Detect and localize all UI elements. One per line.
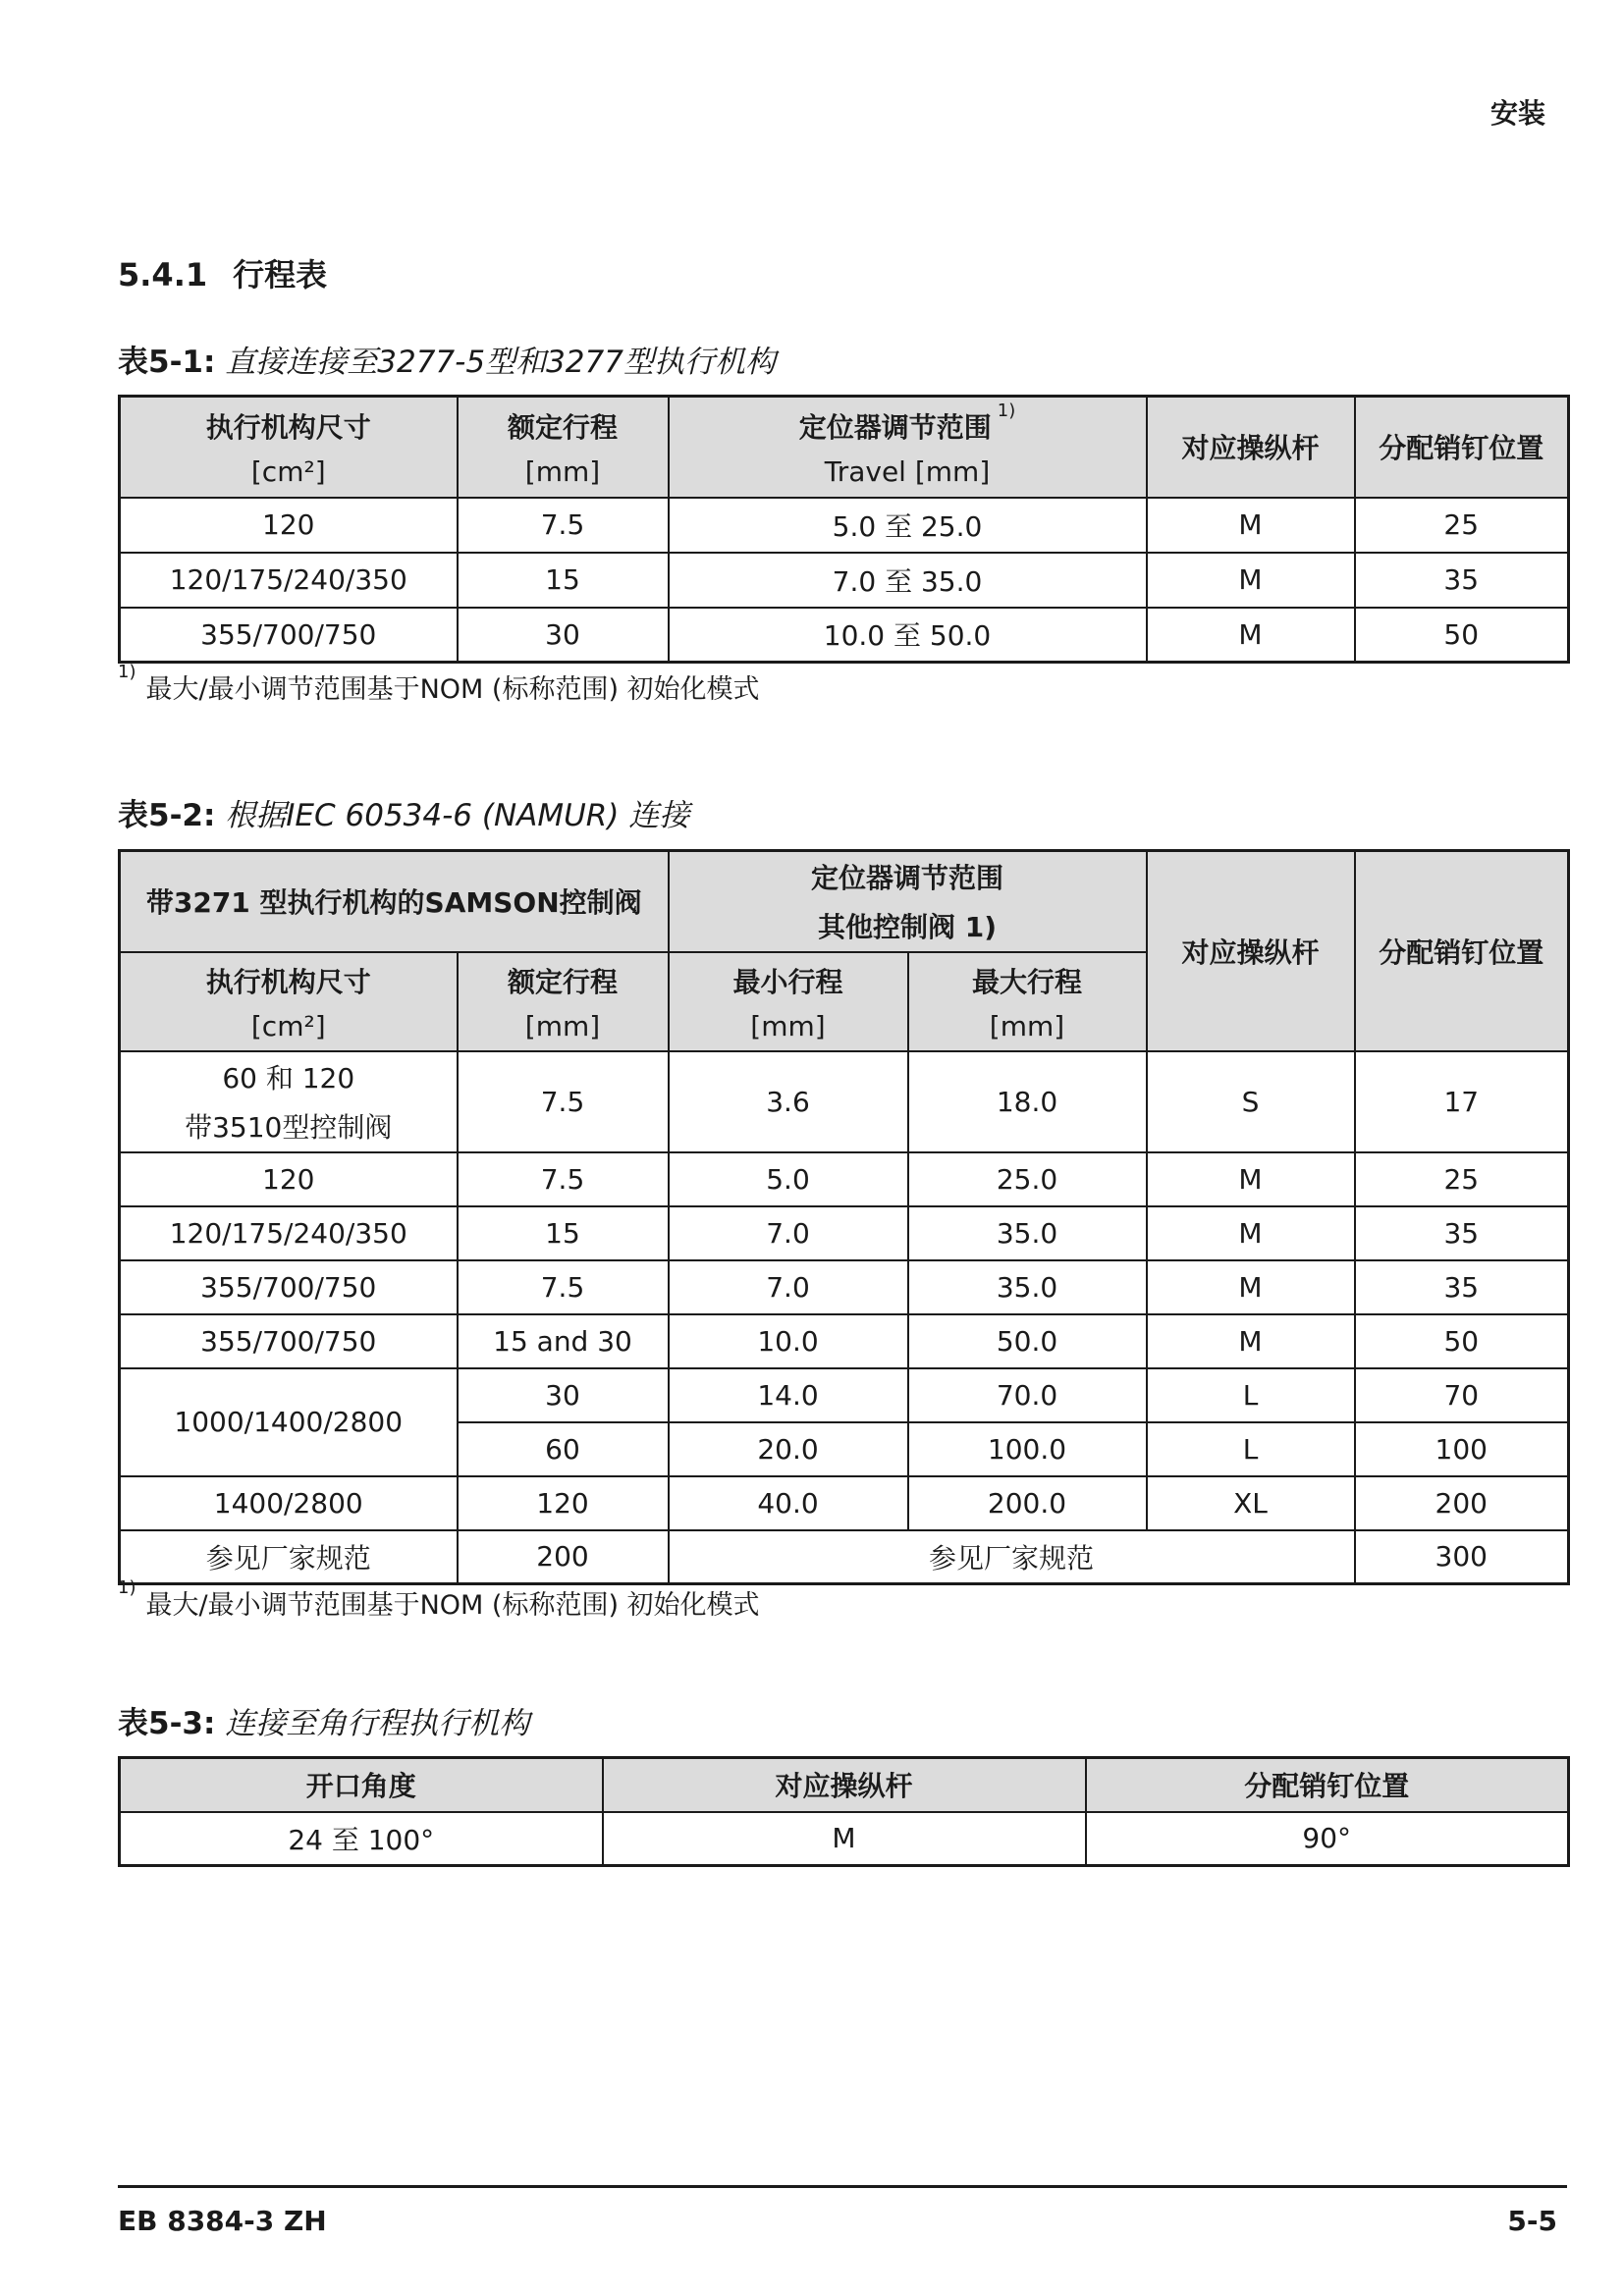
col-header-range: 定位器调节范围$^{1)}$ Travel [mm]	[669, 397, 1147, 498]
table-cell: 355/700/750	[120, 608, 458, 663]
table-cell: 60	[458, 1422, 669, 1476]
table-cell: 1400/2800	[120, 1476, 458, 1530]
col-header-max: 最大行程 [mm]	[908, 952, 1147, 1051]
table-cell: 200	[458, 1530, 669, 1584]
table-row	[120, 1152, 1569, 1206]
table-cell: 355/700/750	[120, 1260, 458, 1314]
table-cell: 90°	[1086, 1812, 1569, 1866]
table-5-1-caption	[118, 337, 776, 381]
table-cell: 35.0	[908, 1206, 1147, 1260]
table-5-1	[118, 395, 1570, 664]
table-cell: 20.0	[669, 1422, 908, 1476]
table-cell: 7.5	[458, 498, 669, 553]
table-cell: 50	[1355, 1314, 1569, 1368]
table-cell: 15	[458, 553, 669, 608]
col-header-lever: 对应操纵杆	[1147, 397, 1355, 498]
table-row	[120, 1368, 1569, 1422]
table-cell: 7.0	[669, 1260, 908, 1314]
table-cell: 7.5	[458, 1152, 669, 1206]
section-number: 5.4.1	[118, 256, 208, 294]
table-cell: 100	[1355, 1422, 1569, 1476]
table-cell: 10.0 至 50.0	[669, 608, 1147, 663]
table-row	[120, 608, 1569, 663]
table-cell: 100.0	[908, 1422, 1147, 1476]
table-cell: 7.5	[458, 1051, 669, 1152]
section-text: 行程表	[233, 256, 328, 294]
table-cell: 24 至 100°	[120, 1812, 603, 1866]
table-header-row	[120, 851, 1569, 952]
table-cell: 25.0	[908, 1152, 1147, 1206]
table-cell: M	[1147, 1152, 1355, 1206]
col-header-travel: 额定行程 [mm]	[458, 397, 669, 498]
table-cell: 参见厂家规范	[669, 1530, 1355, 1584]
caption-text: 连接至角行程执行机构	[225, 1706, 530, 1741]
table-cell: 25	[1355, 1152, 1569, 1206]
col-header-size: 执行机构尺寸 [cm²]	[120, 952, 458, 1051]
table-cell: 200	[1355, 1476, 1569, 1530]
caption-label: 表5-1:	[118, 345, 216, 380]
table-cell: 7.5	[458, 1260, 669, 1314]
table-cell: 120/175/240/350	[120, 1206, 458, 1260]
table-cell: 120	[120, 1152, 458, 1206]
table-cell: 35	[1355, 1206, 1569, 1260]
table-row	[120, 1530, 1569, 1584]
table-cell: 120/175/240/350	[120, 553, 458, 608]
table-cell: 15	[458, 1206, 669, 1260]
table-cell: 40.0	[669, 1476, 908, 1530]
table-cell: 1000/1400/2800	[120, 1368, 458, 1476]
table-cell: 50.0	[908, 1314, 1147, 1368]
table-cell: 120	[120, 498, 458, 553]
table-row	[120, 1260, 1569, 1314]
table-cell: 30	[458, 608, 669, 663]
table-cell: 15 and 30	[458, 1314, 669, 1368]
table-cell: S	[1147, 1051, 1355, 1152]
table-row	[120, 1812, 1569, 1866]
col-header-min: 最小行程 [mm]	[669, 952, 908, 1051]
table-cell: 14.0	[669, 1368, 908, 1422]
caption-label: 表5-3:	[118, 1706, 216, 1741]
table-row	[120, 1476, 1569, 1530]
table-cell: 35	[1355, 1260, 1569, 1314]
table-cell: M	[603, 1812, 1086, 1866]
table-cell: 35.0	[908, 1260, 1147, 1314]
table-cell: 200.0	[908, 1476, 1147, 1530]
table-cell: 30	[458, 1368, 669, 1422]
col-header-pin: 分配销钉位置	[1086, 1758, 1569, 1812]
table-5-3-caption	[118, 1698, 529, 1742]
col-header-range: 定位器调节范围 其他控制阀 1)	[669, 851, 1147, 952]
table-cell: M	[1147, 1314, 1355, 1368]
footer-page-number: 5-5	[1507, 2205, 1557, 2237]
table-row	[120, 1314, 1569, 1368]
table-cell: 5.0	[669, 1152, 908, 1206]
col-header-pin: 分配销钉位置	[1355, 397, 1569, 498]
table-cell: 70	[1355, 1368, 1569, 1422]
table-5-3	[118, 1756, 1570, 1867]
table-header-row	[120, 397, 1569, 498]
footer-divider	[118, 2185, 1567, 2188]
table-cell: 355/700/750	[120, 1314, 458, 1368]
table-cell: 300	[1355, 1530, 1569, 1584]
table-cell: L	[1147, 1422, 1355, 1476]
col-header-lever: 对应操纵杆	[603, 1758, 1086, 1812]
table-cell: 25	[1355, 498, 1569, 553]
col-header-size: 执行机构尺寸 [cm²]	[120, 397, 458, 498]
table-cell: L	[1147, 1368, 1355, 1422]
table-cell: 50	[1355, 608, 1569, 663]
table-cell: 7.0 至 35.0	[669, 553, 1147, 608]
table-cell: 3.6	[669, 1051, 908, 1152]
table-cell: 参见厂家规范	[120, 1530, 458, 1584]
table-cell: 7.0	[669, 1206, 908, 1260]
table-cell: 120	[458, 1476, 669, 1530]
table-row	[120, 553, 1569, 608]
table-5-1-footnote: $^{1)}$最大/最小调节范围基于NOM (标称范围) 初始化模式	[118, 662, 760, 705]
col-header-pin: 分配销钉位置	[1355, 851, 1569, 1051]
table-row	[120, 498, 1569, 553]
table-cell: 18.0	[908, 1051, 1147, 1152]
caption-label: 表5-2:	[118, 798, 216, 833]
caption-text: 根据IEC 60534-6 (NAMUR) 连接	[225, 798, 690, 833]
table-cell: M	[1147, 608, 1355, 663]
footer-doc-id: EB 8384-3 ZH	[118, 2205, 327, 2237]
table-cell: 17	[1355, 1051, 1569, 1152]
table-header-row	[120, 1758, 1569, 1812]
table-cell: 5.0 至 25.0	[669, 498, 1147, 553]
table-cell: 35	[1355, 553, 1569, 608]
caption-text: 直接连接至3277-5型和3277型执行机构	[225, 345, 776, 380]
col-header-lever: 对应操纵杆	[1147, 851, 1355, 1051]
table-row	[120, 1051, 1569, 1152]
table-5-2-footnote: $^{1)}$最大/最小调节范围基于NOM (标称范围) 初始化模式	[118, 1577, 760, 1621]
table-row	[120, 1206, 1569, 1260]
table-cell: M	[1147, 553, 1355, 608]
section-title	[118, 250, 327, 295]
header-section-label: 安装	[1489, 97, 1545, 130]
table-5-2	[118, 849, 1570, 1585]
col-header-travel: 额定行程 [mm]	[458, 952, 669, 1051]
table-5-2-caption	[118, 790, 689, 834]
table-cell: 60 和 120 带3510型控制阀	[120, 1051, 458, 1152]
table-cell: M	[1147, 1260, 1355, 1314]
table-cell: M	[1147, 1206, 1355, 1260]
col-header-angle: 开口角度	[120, 1758, 603, 1812]
table-cell: 10.0	[669, 1314, 908, 1368]
table-cell: XL	[1147, 1476, 1355, 1530]
col-header-samson: 带3271 型执行机构的SAMSON控制阀	[120, 851, 669, 952]
table-cell: 70.0	[908, 1368, 1147, 1422]
table-cell: M	[1147, 498, 1355, 553]
